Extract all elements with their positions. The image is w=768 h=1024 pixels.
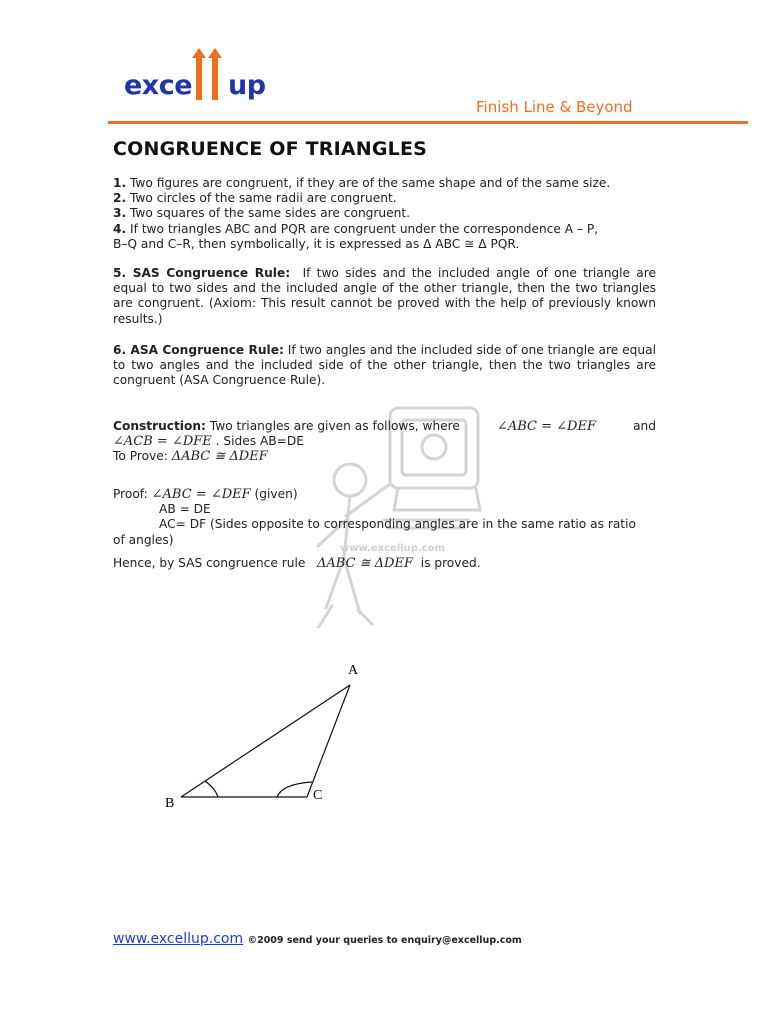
excellup-logo bbox=[122, 48, 282, 108]
footer-note: ©2009 send your queries to enquiry@excellup.com bbox=[247, 935, 522, 946]
list-item: 3. Two squares of the same sides are congruent. bbox=[113, 206, 411, 221]
angle-equation-1: ∠ABC = ∠DEF bbox=[496, 419, 596, 434]
proof-equation: ∠ABC = ∠DEF bbox=[151, 487, 251, 502]
proof-line-2: AB = DE bbox=[159, 502, 211, 517]
proof-section: Proof: ∠ABC = ∠DEF (given) AB = DE AC= DF (Sides opposite to corresponding angles are in the same ratio as ratio of angles) Hence, by SAS congruence rule ΔABC ≅ ΔDEF is proved. bbox=[113, 487, 656, 571]
logo-text-right: up bbox=[228, 70, 266, 101]
sas-heading: 5. SAS Congruence Rule: bbox=[113, 266, 291, 280]
congruence-facts-list bbox=[113, 176, 657, 252]
asa-text: If two angles and the included side of one triangle are equal to two angles and the included side of the other triangle, then the two triangles are congruent (ASA Congruence Rule). bbox=[113, 343, 656, 388]
sas-rule-paragraph bbox=[113, 266, 656, 327]
asa-rule-paragraph bbox=[113, 343, 656, 389]
angle-equation-2: ∠ACB = ∠DFE bbox=[113, 434, 212, 450]
logo-text-left: exce bbox=[124, 70, 193, 101]
footer bbox=[113, 931, 522, 947]
asa-heading: 6. ASA Congruence Rule: bbox=[113, 343, 284, 357]
list-item: 1. Two figures are congruent, if they are of the same shape and of the same size. bbox=[113, 176, 611, 190]
to-prove-equation: ΔABC ≅ ΔDEF bbox=[171, 449, 268, 465]
footer-link[interactable]: www.excellup.com bbox=[113, 931, 244, 947]
page-title: CONGRUENCE OF TRIANGLES bbox=[113, 138, 428, 160]
list-item: 2. Two circles of the same radii are congruent. bbox=[113, 191, 397, 206]
sas-text: If two sides and the included angle of one triangle are equal to two sides and the included angle of the other triangle, then the two triangles are congruent. (Axiom: This result cannot be proved with the help of previously known results.) bbox=[113, 266, 656, 326]
vertex-label-a: A bbox=[348, 663, 359, 678]
watermark-url: www.excellup.com bbox=[340, 543, 445, 554]
conclusion-equation: ΔABC ≅ ΔDEF bbox=[316, 555, 413, 571]
proof-line-3: AC= DF (Sides opposite to corresponding angles are in the same ratio as ratio bbox=[159, 517, 636, 532]
construction-paragraph: Construction: Two triangles are given as follows, where ∠ABC = ∠DEF and ∠ACB = ∠DFE . Sides AB=DE To Prove: ΔABC ≅ ΔDEF bbox=[113, 419, 656, 465]
construction-heading: Construction: bbox=[113, 419, 206, 433]
triangle-abc-figure bbox=[150, 650, 390, 820]
vertex-label-c: C bbox=[313, 788, 323, 803]
logo-arrows-icon bbox=[191, 48, 225, 100]
tagline: Finish Line & Beyond bbox=[476, 98, 633, 116]
to-prove-label: To Prove: bbox=[113, 449, 168, 464]
proof-line-3b: of angles) bbox=[113, 532, 174, 547]
vertex-label-b: B bbox=[165, 796, 175, 811]
list-item: 4. If two triangles ABC and PQR are congruent under the correspondence A – P, B–Q and C–R, then symbolically, it is expressed as Δ ABC ≅ Δ PQR. bbox=[113, 221, 599, 251]
header-divider bbox=[108, 121, 748, 124]
